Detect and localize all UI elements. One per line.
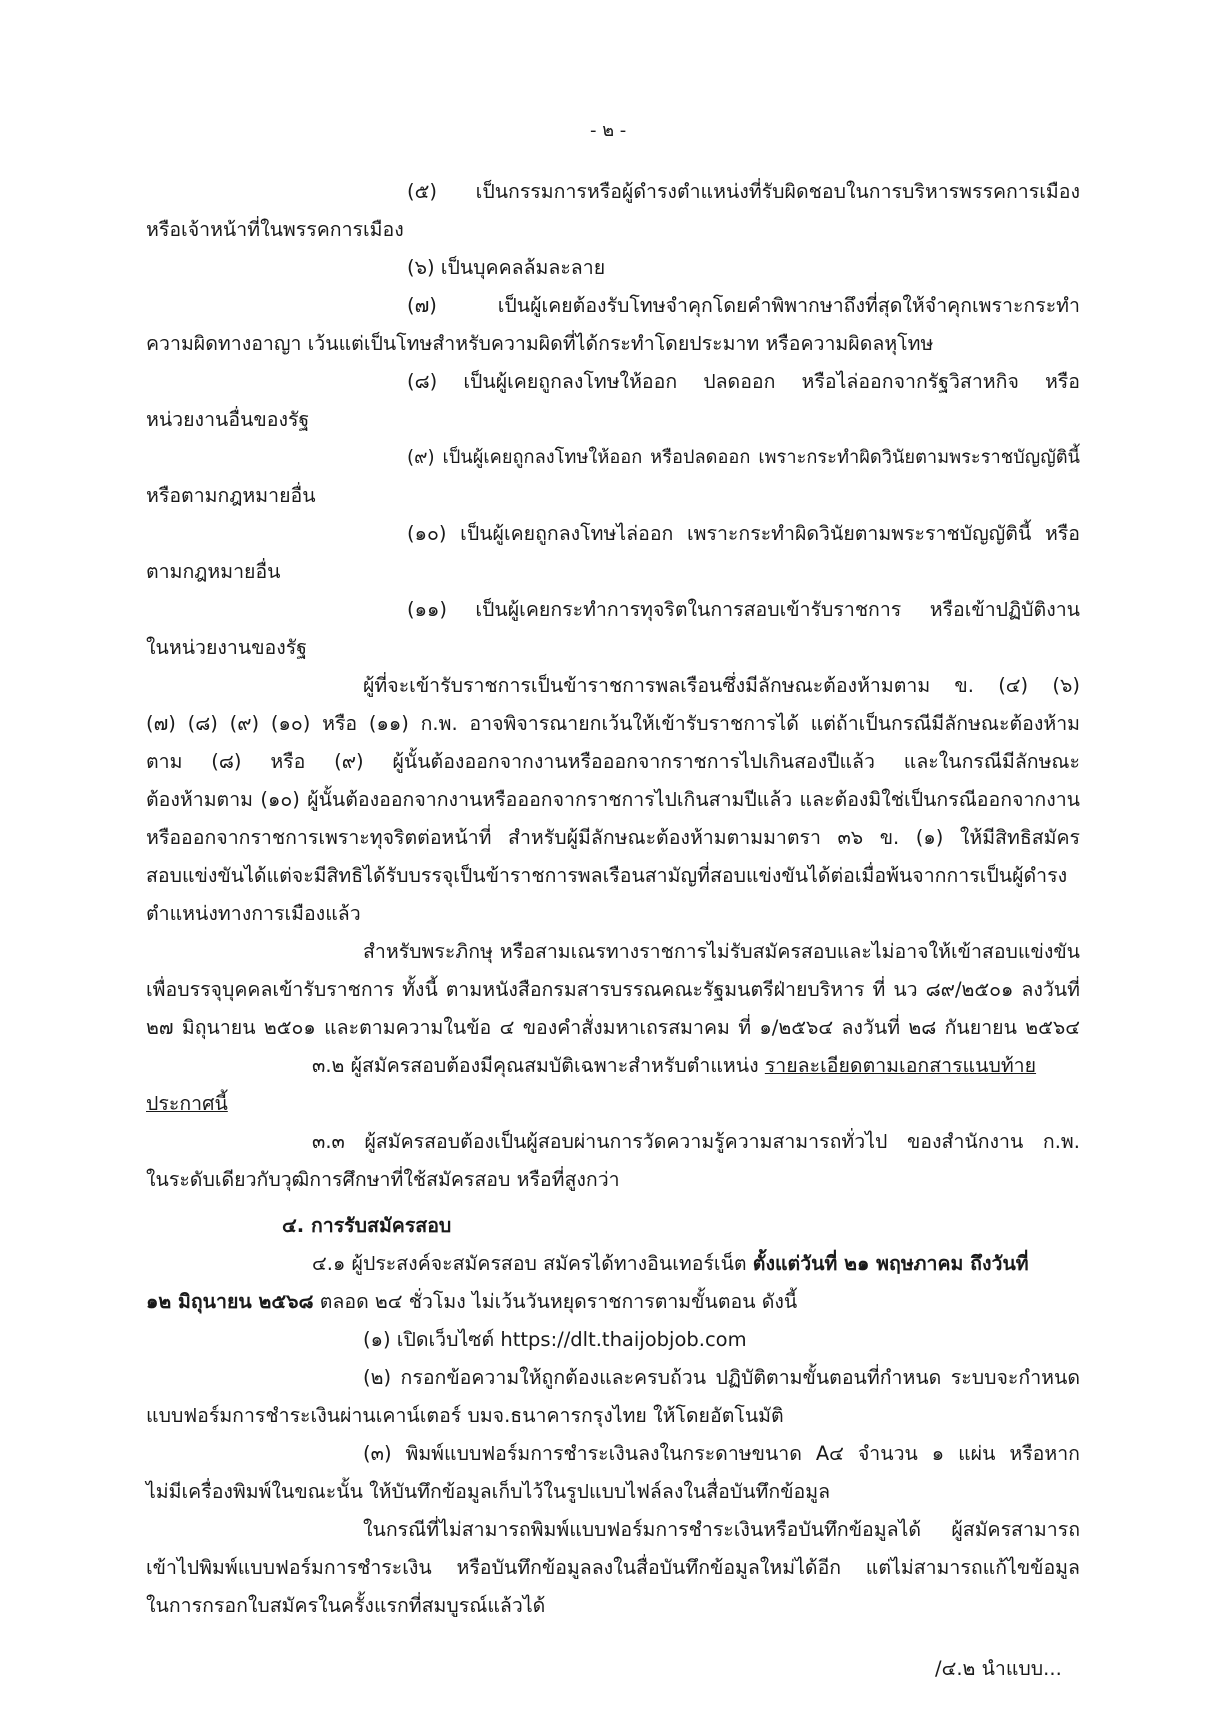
step-2-cont: แบบฟอร์มการชำระเงินผ่านเคาน์เตอร์ บมจ.ธนาคารกรุงไทย ให้โดยอัตโนมัติ [146,1404,784,1427]
monk-para-line-3: ๒๗ มิถุนายน ๒๕๐๑ และตามความในข้อ ๔ ของคำสั่งมหาเถรสมาคม ที่ ๑/๒๕๖๔ ลงวันที่ ๒๘ กันยายน ๒๕๖๔ [146,1016,1080,1039]
item-10: (๑๐) เป็นผู้เคยถูกลงโทษไล่ออก เพราะกระทำผิดวินัยตามพระราชบัญญัตินี้ หรือ [407,522,1080,545]
step-3-cont: ไม่มีเครื่องพิมพ์ในขณะนั้น ให้บันทึกข้อมูลเก็บไว้ในรูปแบบไฟล์ลงในสื่อบันทึกข้อมูล [146,1480,831,1503]
exemption-para-line-4: ต้องห้ามตาม (๑๐) ผู้นั้นต้องออกจากงานหรือออกจากราชการไปเกินสามปีแล้ว และต้องมิใช่เป็นกรณีออกจากงาน [146,788,1080,811]
exemption-para-line-1: ผู้ที่จะเข้ารับราชการเป็นข้าราชการพลเรือนซึ่งมีลักษณะต้องห้ามตาม ข. (๔) (๖) [363,674,1080,697]
step-1: (๑) เปิดเว็บไซต์ https://dlt.thaijobjob.com [363,1328,747,1351]
section-4-heading: ๔. การรับสมัครสอบ [282,1214,452,1237]
exemption-para-line-2: (๗) (๘) (๙) (๑๐) หรือ (๑๑) ก.พ. อาจพิจารณายกเว้นให้เข้ารับราชการได้ แต่ถ้าเป็นกรณีมีลักษณะต้องห้าม [146,712,1080,735]
page-number: - ๒ - [590,120,627,141]
application-period: ตั้งแต่วันที่ ๒๑ พฤษภาคม ถึงวันที่ [752,1252,1029,1275]
item-7: (๗) เป็นผู้เคยต้องรับโทษจำคุกโดยคำพิพากษาถึงที่สุดให้จำคุกเพราะกระทำ [407,294,1080,317]
continuation-marker: /๔.๒ นำแบบ... [935,1657,1062,1680]
monk-para-line-1: สำหรับพระภิกษุ หรือสามเณรทางราชการไม่รับสมัครสอบและไม่อาจให้เข้าสอบแข่งขัน [363,940,1080,963]
clause-3-2-cont: ประกาศนี้ [146,1092,228,1115]
item-6: (๖) เป็นบุคคลล้มละลาย [407,256,606,279]
item-9: (๙) เป็นผู้เคยถูกลงโทษให้ออก หรือปลดออก เพราะกระทำผิดวินัยตามพระราชบัญญัตินี้ [407,447,1080,468]
exemption-para-line-5: หรือออกจากราชการเพราะทุจริตต่อหน้าที่ สำหรับผู้มีลักษณะต้องห้ามตามมาตรา ๓๖ ข. (๑) ให้มีสิทธิสมัคร [146,826,1080,849]
clause-4-1-text: ๔.๑ ผู้ประสงค์จะสมัครสอบ สมัครได้ทางอินเทอร์เน็ต [312,1252,753,1275]
reprint-para-line-3: ในการกรอกใบสมัครในครั้งแรกที่สมบูรณ์แล้วได้ [146,1594,546,1617]
exemption-para-line-6: สอบแข่งขันได้แต่จะมีสิทธิได้รับบรรจุเป็นข้าราชการพลเรือนสามัญที่สอบแข่งขันได้ต่อเมื่อพ้นจากการเป็นผู้ดำรง [146,864,1068,887]
clause-4-1-cont-text: ตลอด ๒๔ ชั่วโมง ไม่เว้นวันหยุดราชการตามขั้นตอน ดังนี้ [313,1290,798,1313]
item-11: (๑๑) เป็นผู้เคยกระทำการทุจริตในการสอบเข้ารับราชการ หรือเข้าปฏิบัติงาน [407,598,1080,621]
step-3: (๓) พิมพ์แบบฟอร์มการชำระเงินลงในกระดาษขนาด A๔ จำนวน ๑ แผ่น หรือหาก [363,1442,1080,1465]
step-2: (๒) กรอกข้อความให้ถูกต้องและครบถ้วน ปฏิบัติตามขั้นตอนที่กำหนด ระบบจะกำหนด [363,1366,1080,1389]
monk-para-line-2: เพื่อบรรจุบุคคลเข้ารับราชการ ทั้งนี้ ตามหนังสือกรมสารบรรณคณะรัฐมนตรีฝ่ายบริหาร ที่ นว ๘๙/๒๕๐๑ ลงวันที่ [146,978,1080,1001]
exemption-para-line-3: ตาม (๘) หรือ (๙) ผู้นั้นต้องออกจากงานหรือออกจากราชการไปเกินสองปีแล้ว และในกรณีมีลักษณะ [146,750,1080,773]
clause-4-1 [312,1245,1029,1283]
annex-reference: รายละเอียดตามเอกสารแนบท้าย [764,1054,1037,1077]
reprint-para-line-2: เข้าไปพิมพ์แบบฟอร์มการชำระเงิน หรือบันทึกข้อมูลลงในสื่อบันทึกข้อมูลใหม่ได้อีก แต่ไม่สามารถแก้ไขข้อมูล [146,1556,1080,1579]
clause-3-2-text: ๓.๒ ผู้สมัครสอบต้องมีคุณสมบัติเฉพาะสำหรับตำแหน่ง [312,1054,765,1077]
item-10-cont: ตามกฎหมายอื่น [146,560,281,583]
clause-3-3-cont: ในระดับเดียวกับวุฒิการศึกษาที่ใช้สมัครสอบ หรือที่สูงกว่า [146,1168,620,1191]
item-5-cont: หรือเจ้าหน้าที่ในพรรคการเมือง [146,218,404,241]
item-7-cont: ความผิดทางอาญา เว้นแต่เป็นโทษสำหรับความผิดที่ได้กระทำโดยประมาท หรือความผิดลหุโทษ [146,332,934,355]
reprint-para-line-1: ในกรณีที่ไม่สามารถพิมพ์แบบฟอร์มการชำระเงินหรือบันทึกข้อมูลได้ ผู้สมัครสามารถ [363,1518,1080,1541]
item-5: (๕) เป็นกรรมการหรือผู้ดำรงตำแหน่งที่รับผิดชอบในการบริหารพรรคการเมือง [407,180,1080,203]
clause-3-2 [312,1047,1036,1085]
item-11-cont: ในหน่วยงานของรัฐ [146,636,308,659]
clause-4-1-cont [146,1283,797,1321]
item-8-cont: หน่วยงานอื่นของรัฐ [146,408,310,431]
item-8: (๘) เป็นผู้เคยถูกลงโทษให้ออก ปลดออก หรือไล่ออกจากรัฐวิสาหกิจ หรือ [407,370,1080,393]
item-9-cont: หรือตามกฎหมายอื่น [146,484,316,507]
clause-3-3: ๓.๓ ผู้สมัครสอบต้องเป็นผู้สอบผ่านการวัดความรู้ความสามารถทั่วไป ของสำนักงาน ก.พ. [312,1130,1080,1153]
exemption-para-line-7: ตำแหน่งทางการเมืองแล้ว [146,902,361,925]
application-end-date: ๑๒ มิถุนายน ๒๕๖๘ [146,1290,314,1313]
